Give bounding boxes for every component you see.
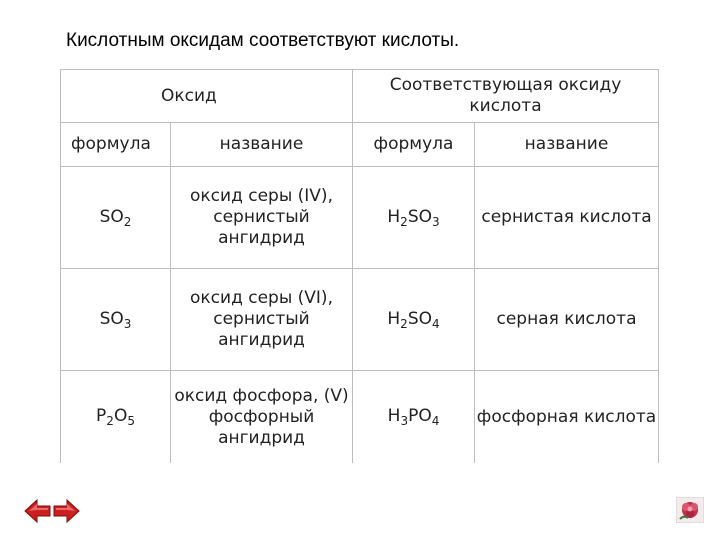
slide-title: Кислотным оксидам соответствуют кислоты. xyxy=(66,30,460,51)
acid-name-cell: фосфорная кислота xyxy=(475,371,659,464)
formula-subscript: 3 xyxy=(123,316,132,331)
formula-symbol: H xyxy=(387,406,401,426)
acid-formula-cell xyxy=(353,269,475,371)
formula-subscript: 3 xyxy=(400,414,409,428)
formula-subscript: 5 xyxy=(127,414,135,428)
header-oxide: Оксид xyxy=(61,70,353,123)
formula-symbol: SO xyxy=(407,206,432,227)
oxide-formula-cell xyxy=(61,269,171,371)
oxide-name-cell: оксид серы (IV), сернистый ангидрид xyxy=(171,167,353,269)
formula-subscript: 2 xyxy=(106,414,114,428)
arrow-right-icon[interactable] xyxy=(53,497,81,525)
oxide-name-cell: оксид серы (VI), сернистый ангидрид xyxy=(171,269,353,371)
formula-symbol: SO xyxy=(99,206,124,227)
formula-subscript: 2 xyxy=(400,316,408,331)
acid-name-cell: сернистая кислота xyxy=(475,167,659,269)
acid-formula-cell xyxy=(353,167,475,269)
acid-name-cell: серная кислота xyxy=(475,269,659,371)
formula-subscript: 4 xyxy=(431,316,440,331)
subheader-oxide-name: название xyxy=(171,123,353,167)
formula-subscript: 3 xyxy=(431,214,440,229)
oxide-formula-cell xyxy=(61,371,171,464)
formula-subscript: 2 xyxy=(400,214,408,229)
formula-symbol: P xyxy=(96,406,107,426)
formula-symbol: SO xyxy=(407,308,432,329)
table-row xyxy=(61,371,659,464)
formula-subscript: 2 xyxy=(123,214,132,229)
oxide-acid-table xyxy=(60,69,659,463)
formula-symbol: H xyxy=(387,308,401,329)
table-row xyxy=(61,269,659,371)
formula-symbol: O xyxy=(113,406,128,426)
oxide-name-cell: оксид фосфора, (V) фосфорный ангидрид xyxy=(171,371,353,464)
subheader-acid-formula: формула xyxy=(353,123,475,167)
acid-formula-cell xyxy=(353,371,475,464)
subheader-oxide-formula: формула xyxy=(61,123,171,167)
formula-symbol: H xyxy=(387,206,401,227)
oxide-formula-cell xyxy=(61,167,171,269)
formula-symbol: PO xyxy=(408,406,432,426)
header-acid: Соответствующая оксиду кислота xyxy=(353,70,659,123)
formula-subscript: 4 xyxy=(431,414,440,428)
table-row xyxy=(61,167,659,269)
arrow-left-icon[interactable] xyxy=(23,497,51,525)
formula-symbol: SO xyxy=(99,308,124,329)
flower-icon[interactable] xyxy=(676,497,704,523)
subheader-acid-name: название xyxy=(475,123,659,167)
